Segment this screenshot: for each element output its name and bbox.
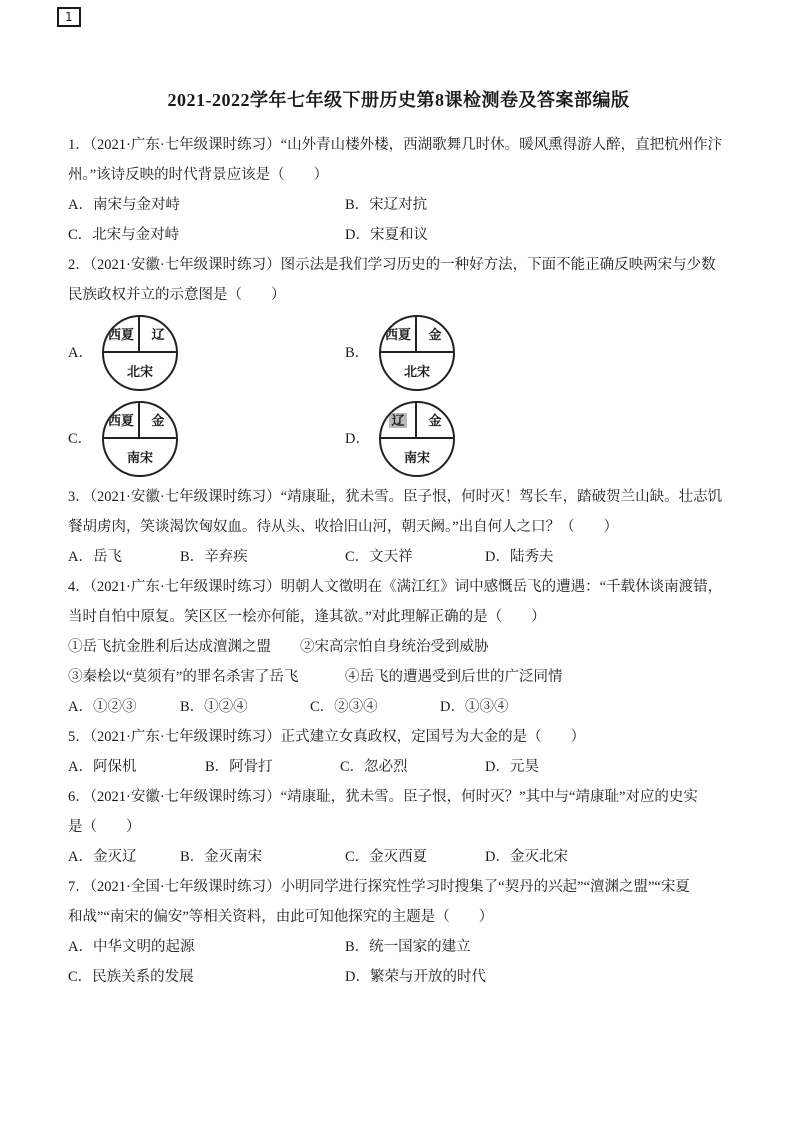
option-c: C．②③④ (310, 699, 378, 715)
option-d: D．金灭北宋 (485, 849, 568, 865)
powers-circle-diagram-a (102, 315, 178, 391)
option-a: A．①②③ (68, 699, 137, 715)
diagram-label-bottom: 北宋 (403, 363, 430, 379)
question-2-diagram-row-1 (68, 310, 729, 396)
option-label: D． (345, 431, 370, 447)
question-7 (68, 872, 729, 992)
option-d: D．元昊 (485, 759, 539, 775)
diagram-label-bottom: 北宋 (126, 363, 153, 379)
question-3-text-line2: 餐胡虏肉，笑谈渴饮匈奴血。待从头、收拾旧山河，朝天阙。”出自何人之口？（ ） (68, 519, 619, 535)
option-d: D．陆秀夫 (485, 549, 554, 565)
question-4-text-line1: 4．（2021·广东·七年级课时练习）明朝人文徵明在《满江红》词中感慨岳飞的遭遇：“千载休谈南渡错， (68, 579, 723, 595)
option-d: D．宋夏和议 (345, 227, 428, 243)
option-d: D．繁荣与开放的时代 (345, 969, 486, 985)
option-b: B．阿骨打 (205, 759, 273, 775)
question-3-options (68, 542, 729, 572)
question-4 (68, 572, 729, 722)
diagram-label-top-right: 金 (428, 412, 442, 428)
diagram-label-top-left: 西夏 (107, 412, 134, 428)
option-b: B．①②④ (180, 699, 248, 715)
question-5-options (68, 752, 729, 782)
option-c: C．北宋与金对峙 (68, 227, 180, 243)
diagram-label-top-right: 金 (151, 412, 165, 428)
statement-2: ②宋高宗怕自身统治受到威胁 (300, 639, 489, 655)
option-a: A．岳飞 (68, 549, 122, 565)
diagram-label-top-right: 辽 (151, 326, 165, 342)
powers-circle-diagram-d (379, 401, 455, 477)
diagram-label-bottom: 南宋 (126, 449, 153, 465)
diagram-label-top-left: 西夏 (384, 326, 411, 342)
question-4-options (68, 692, 729, 722)
diagram-top-half (104, 403, 176, 439)
option-b: B．辛弃疾 (180, 549, 248, 565)
question-1-text-line1: 1．（2021·广东·七年级课时练习）“山外青山楼外楼，西湖歌舞几时休。暖风熏得游人醉，直把杭州作汴 (68, 137, 723, 153)
option-a: A．金灭辽 (68, 849, 137, 865)
option-a: A．中华文明的起源 (68, 939, 195, 955)
diagram-top-half (381, 317, 453, 353)
question-5 (68, 722, 729, 782)
option-label: C． (68, 431, 93, 447)
option-c: C．忽必烈 (340, 759, 408, 775)
page-title: 2021-2022学年七年级下册历史第8课检测卷及答案部编版 (167, 90, 630, 110)
question-6 (68, 782, 729, 872)
option-a: A．南宋与金对峙 (68, 197, 180, 213)
question-1-options (68, 190, 729, 250)
question-4-statements-2 (68, 662, 729, 692)
question-2-diagram-row-2 (68, 396, 729, 482)
page-number: 1 (57, 7, 81, 27)
question-4-statements-1 (68, 632, 729, 662)
statement-1: ①岳飞抗金胜利后达成澶渊之盟 (68, 639, 271, 655)
option-d: D．①③④ (440, 699, 509, 715)
option-label: A． (68, 345, 93, 361)
question-7-text-line1: 7．（2021·全国·七年级课时练习）小明同学进行探究性学习时搜集了“契丹的兴起”“澶渊之盟”“宋夏 (68, 879, 690, 895)
question-6-options (68, 842, 729, 872)
diagram-option-a (68, 315, 345, 391)
diagram-option-d (345, 401, 729, 477)
diagram-label-top-right: 金 (428, 326, 442, 342)
question-2-text-line1: 2．（2021·安徽·七年级课时练习）图示法是我们学习历史的一种好方法，下面不能正确反映两宋与少数 (68, 257, 716, 273)
question-6-text-line1: 6．（2021·安徽·七年级课时练习）“靖康耻，犹未雪。臣子恨，何时灭？”其中与“靖康耻”对应的史实 (68, 789, 698, 805)
option-label: B． (345, 345, 370, 361)
question-4-text-line2: 当时自怕中原复。笑区区一桧亦何能，逢其欲。”对此理解正确的是（ ） (68, 609, 546, 625)
diagram-top-half (104, 317, 176, 353)
question-3-text-line1: 3．（2021·安徽·七年级课时练习）“靖康耻，犹未雪。臣子恨，何时灭！驾长车，踏破贺兰山缺。壮志饥 (68, 489, 723, 505)
option-b: B．宋辽对抗 (345, 197, 428, 213)
option-c: C．金灭西夏 (345, 849, 428, 865)
question-6-text-line2: 是（ ） (68, 819, 141, 835)
diagram-option-b (345, 315, 729, 391)
option-b: B．金灭南宋 (180, 849, 263, 865)
powers-circle-diagram-c (102, 401, 178, 477)
statement-4: ④岳飞的遭遇受到后世的广泛同情 (345, 669, 563, 685)
diagram-label-top-left: 西夏 (107, 326, 134, 342)
option-c: C．民族关系的发展 (68, 969, 194, 985)
question-5-text-line1: 5．（2021·广东·七年级课时练习）正式建立女真政权，定国号为大金的是（ ） (68, 729, 586, 745)
question-7-options (68, 932, 729, 992)
powers-circle-diagram-b (379, 315, 455, 391)
option-b: B．统一国家的建立 (345, 939, 471, 955)
question-1 (68, 130, 729, 250)
statement-3: ③秦桧以“莫须有”的罪名杀害了岳飞 (68, 669, 299, 685)
diagram-top-half (381, 403, 453, 439)
question-1-text-line2: 州。”该诗反映的时代背景应该是（ ） (68, 167, 329, 183)
question-2 (68, 250, 729, 482)
question-7-text-line2: 和战”“南宋的偏安”等相关资料，由此可知他探究的主题是（ ） (68, 909, 494, 925)
diagram-label-bottom: 南宋 (403, 449, 430, 465)
question-3 (68, 482, 729, 572)
option-a: A．阿保机 (68, 759, 137, 775)
diagram-option-c (68, 401, 345, 477)
question-2-text-line2: 民族政权并立的示意图是（ ） (68, 287, 286, 303)
option-c: C．文天祥 (345, 549, 413, 565)
diagram-label-top-left-highlighted: 辽 (391, 412, 405, 428)
